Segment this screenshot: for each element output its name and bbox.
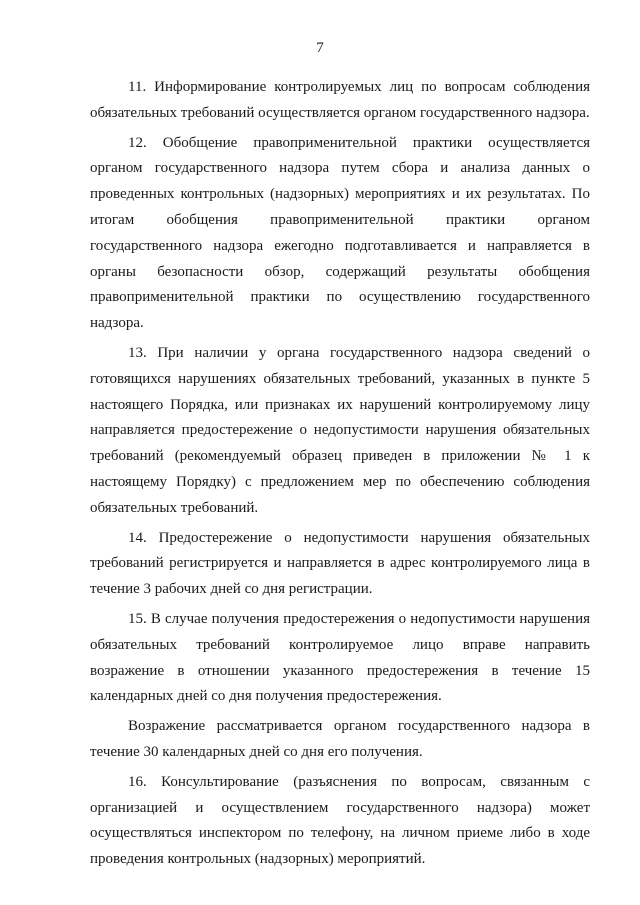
paragraph-12: 12. Обобщение правоприменительной практики осуществляется органом государственного надзора путем сбора и анализа данных о проведенных контрольных (надзорных) мероприятиях и их результатах. По итогам обобщения правоприменительной практики органом государственного надзора ежегодно подготавливается и направляется в органы безопасности обзор, содержащий результаты обобщения правоприменительной практики по осуществлению государственного надзора. (90, 134, 590, 332)
page-number: 7 (316, 40, 324, 56)
paragraph-15: 15. В случае получения предостережения о недопустимости нарушения обязательных требований контролируемое лицо вправе направить возражение в отношении указанного предостережения в течение 15 календарных дней со дня получения предостережения. (90, 610, 590, 705)
paragraph-13: 13. При наличии у органа государственного надзора сведений о готовящихся нарушениях обязательных требований, указанных в пункте 5 настоящего Порядка, или признаках их нарушений контролируемому лицу направляется предостережение о недопустимости нарушения обязательных требований (рекомендуемый образец приведен в приложении № 1 к настоящему Порядку) с предложением мер по обеспечению соблюдения обязательных требований. (90, 344, 590, 516)
paragraph-15-objection: Возражение рассматривается органом государственного надзора в течение 30 календарных дней со дня его получения. (90, 718, 590, 760)
paragraph-11: 11. Информирование контролируемых лиц по вопросам соблюдения обязательных требований осуществляется органом государственного надзора. (90, 79, 590, 121)
paragraph-16: 16. Консультирование (разъяснения по вопросам, связанным с организацией и осуществлением государственного надзора) может осуществляться инспектором по телефону, на личном приеме либо в ходе проведения контрольных (надзорных) мероприятий. (90, 773, 590, 868)
paragraph-14: 14. Предостережение о недопустимости нарушения обязательных требований регистрируется и направляется в адрес контролируемого лица в течение 3 рабочих дней со дня регистрации. (90, 529, 590, 598)
